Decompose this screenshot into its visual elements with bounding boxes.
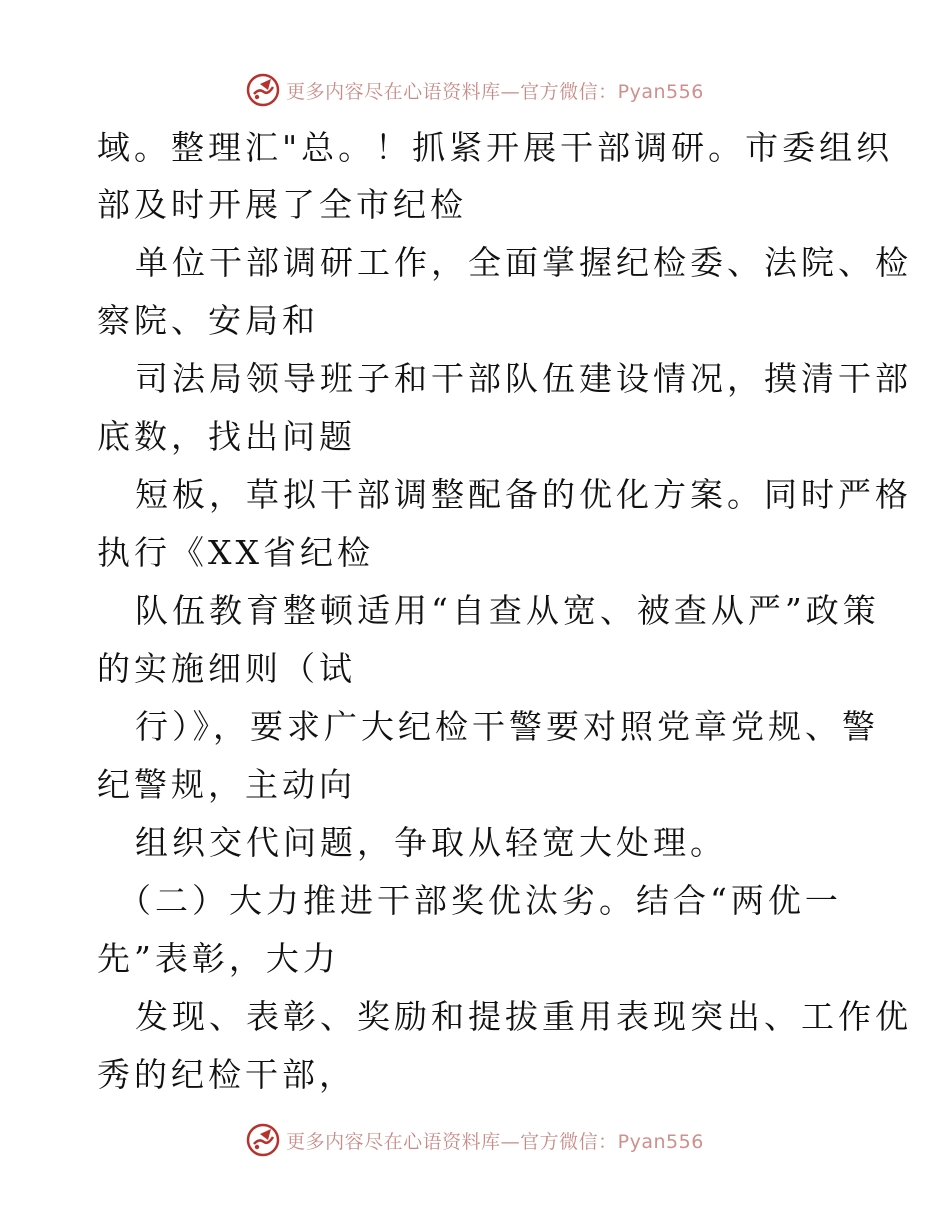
footer-banner: [0, 1120, 950, 1160]
text-line: 短板，草拟干部调整配备的优化方案。同时严格: [135, 475, 912, 514]
banner-text: [286, 77, 704, 104]
text-line: 纪警规，主动向: [97, 765, 356, 804]
banner-label: 更多内容尽在心语资料库—官方微信：: [286, 80, 618, 103]
text-line: 司法局领导班子和干部队伍建设情况，摸清干部: [135, 359, 912, 398]
banner-label: 更多内容尽在心语资料库—官方微信：: [286, 1130, 618, 1153]
text-line: 行）》，要求广大纪检干警要对照党章党规、警: [135, 707, 879, 746]
text-line: 队伍教育整顿适用“自查从宽、被查从严”政策: [135, 591, 880, 630]
text-line: 发现、表彰、奖励和提拔重用表现突出、工作优: [135, 997, 912, 1036]
text-line: 的实施细则（试: [97, 649, 356, 688]
wechat-id: Pyan556: [617, 80, 704, 103]
text-line: 执行《XX省纪检: [97, 533, 374, 572]
book-pen-logo-icon: [246, 73, 280, 107]
text-line: 察院、安局和: [97, 301, 319, 340]
text-line: 单位干部调研工作，全面掌握纪检委、法院、检: [135, 243, 912, 282]
book-pen-logo-icon: [246, 1123, 280, 1157]
wechat-id: Pyan556: [617, 1130, 704, 1153]
text-line: 域。整理汇"总。！抓紧开展干部调研。市委组织: [97, 128, 894, 167]
header-banner: [0, 70, 950, 110]
text-line: 秀的纪检干部，: [97, 1055, 356, 1094]
text-line: 部及时开展了全市纪检: [97, 185, 467, 224]
banner-text: [286, 1127, 704, 1154]
section-heading-line: （二）大力推进干部奖优汰劣。结合“两优一: [118, 881, 842, 920]
text-line: 先”表彰，大力: [97, 939, 340, 978]
text-line: 底数，找出问题: [97, 417, 356, 456]
text-line: 组织交代问题，争取从轻宽大处理。: [135, 823, 727, 862]
